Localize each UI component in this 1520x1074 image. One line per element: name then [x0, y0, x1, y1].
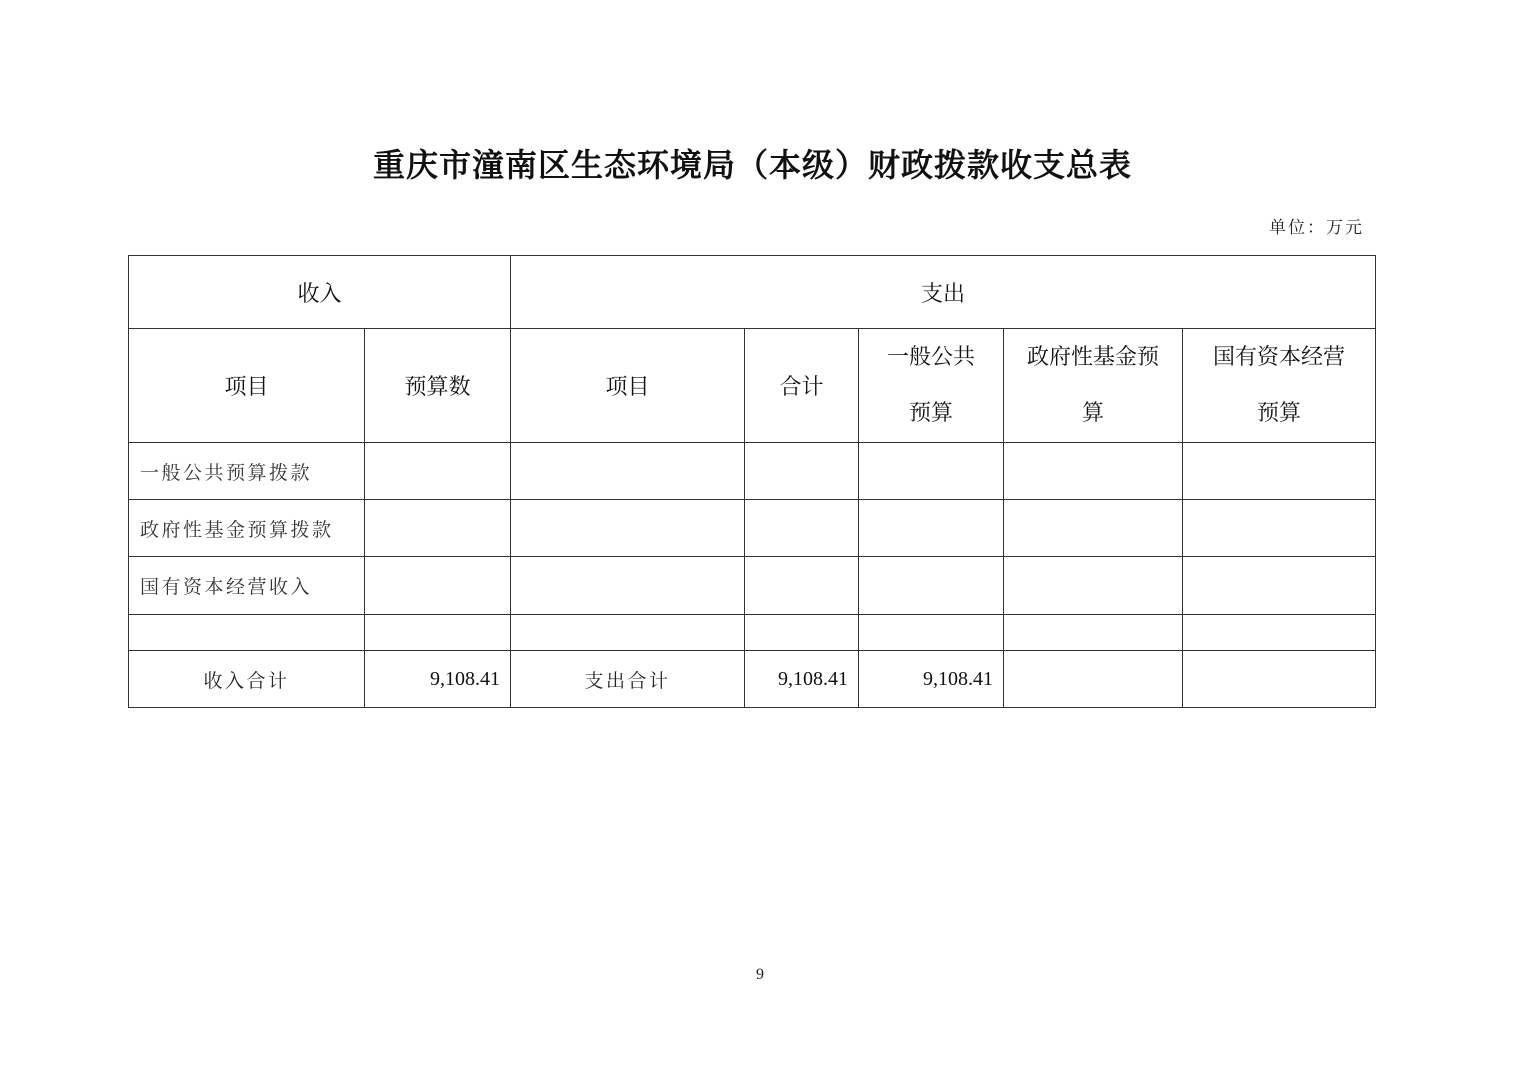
state-capital-cell	[1183, 557, 1376, 615]
gov-fund-cell	[1004, 615, 1183, 651]
group-header-row	[129, 256, 1376, 329]
col-expense-total: 合计	[745, 329, 859, 443]
gov-fund-cell	[1004, 443, 1183, 500]
expense-total-cell	[745, 615, 859, 651]
table-row	[129, 615, 1376, 651]
col-expense-item: 项目	[511, 329, 745, 443]
totals-row	[129, 651, 1376, 708]
page-title: 重庆市潼南区生态环境局（本级）财政拨款收支总表	[372, 146, 1132, 184]
expense-total-label: 支出合计	[511, 651, 745, 708]
state-capital-cell	[1183, 615, 1376, 651]
col-state-capital-line2: 预算	[1257, 400, 1302, 426]
expense-item-cell	[511, 500, 745, 557]
gov-fund-cell	[1004, 557, 1183, 615]
general-budget-cell	[859, 557, 1004, 615]
expense-group-header: 支出	[511, 256, 1376, 329]
income-item-cell: 政府性基金预算拨款	[129, 500, 365, 557]
col-general-budget	[859, 329, 1004, 443]
income-total-label: 收入合计	[129, 651, 365, 708]
general-budget-total-value: 9,108.41	[859, 651, 1004, 708]
general-budget-cell	[859, 615, 1004, 651]
col-state-capital	[1183, 329, 1376, 443]
page-number: 9	[756, 966, 764, 983]
column-header-row	[129, 329, 1376, 443]
income-item-cell: 一般公共预算拨款	[129, 443, 365, 500]
col-income-item: 项目	[129, 329, 365, 443]
table-row	[129, 557, 1376, 615]
expense-item-cell	[511, 557, 745, 615]
gov-fund-total-value	[1004, 651, 1183, 708]
col-gov-fund	[1004, 329, 1183, 443]
gov-fund-cell	[1004, 500, 1183, 557]
income-budget-cell	[365, 557, 511, 615]
general-budget-cell	[859, 500, 1004, 557]
col-general-budget-line2: 预算	[909, 400, 954, 426]
income-budget-cell	[365, 500, 511, 557]
expense-total-value: 9,108.41	[745, 651, 859, 708]
col-income-budget: 预算数	[365, 329, 511, 443]
expense-item-cell	[511, 615, 745, 651]
state-capital-total-value	[1183, 651, 1376, 708]
col-state-capital-line1: 国有资本经营	[1213, 344, 1346, 370]
col-gov-fund-line1: 政府性基金预	[1027, 344, 1160, 370]
state-capital-cell	[1183, 443, 1376, 500]
expense-total-cell	[745, 500, 859, 557]
expense-total-cell	[745, 443, 859, 500]
budget-table	[128, 255, 1376, 708]
state-capital-cell	[1183, 500, 1376, 557]
table-row	[129, 443, 1376, 500]
expense-total-cell	[745, 557, 859, 615]
expense-item-cell	[511, 443, 745, 500]
col-gov-fund-line2: 算	[1082, 400, 1105, 426]
table-row	[129, 500, 1376, 557]
general-budget-cell	[859, 443, 1004, 500]
income-group-header: 收入	[129, 256, 511, 329]
col-general-budget-line1: 一般公共	[887, 344, 976, 370]
income-budget-cell	[365, 443, 511, 500]
income-item-cell	[129, 615, 365, 651]
income-total-value: 9,108.41	[365, 651, 511, 708]
income-budget-cell	[365, 615, 511, 651]
unit-label: 单位：万元	[1269, 218, 1364, 238]
income-item-cell: 国有资本经营收入	[129, 557, 365, 615]
